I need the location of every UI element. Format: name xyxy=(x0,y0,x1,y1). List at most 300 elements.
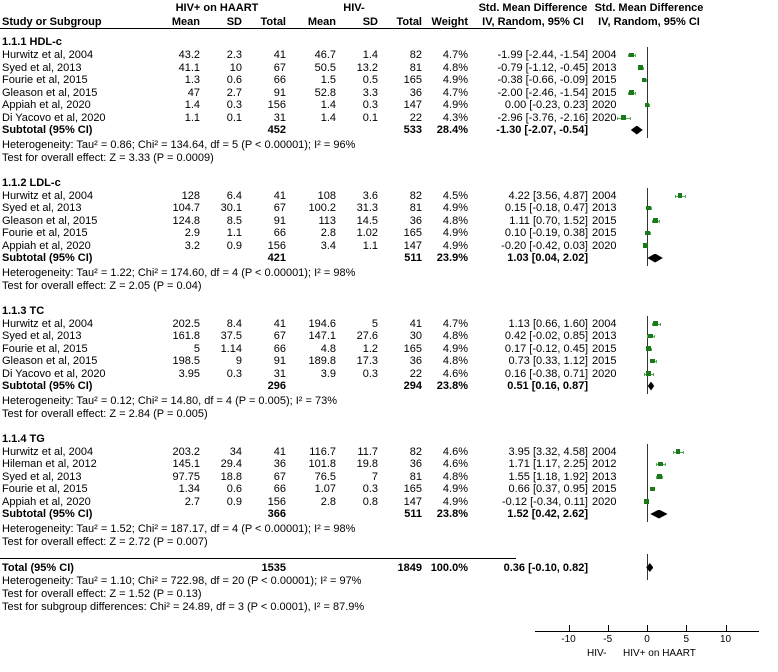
x-tick xyxy=(608,625,609,632)
cell-sd-haart: 0.3 xyxy=(226,99,242,111)
cell-mean-hivneg: 100.2 xyxy=(308,202,336,214)
cell-sd-hivneg: 5 xyxy=(371,317,378,330)
cell-total-hivneg: 36 xyxy=(409,86,422,99)
header-col-smd-sub: IV, Random, 95% CI xyxy=(482,16,584,28)
cell-mean-hivneg: 1.5 xyxy=(320,74,336,86)
cell-total-haart: 31 xyxy=(273,367,286,380)
cell-total-haart: 91 xyxy=(273,355,286,367)
subtotal-diamond xyxy=(650,510,667,519)
null-line-1.1.2 xyxy=(647,188,648,266)
table-row xyxy=(0,189,617,203)
cell-total-hivneg: 147 xyxy=(403,99,422,111)
cell-year: 2015 xyxy=(592,227,617,239)
cell-total-haart: 66 xyxy=(273,342,286,355)
cell-study-name: Appiah et al, 2020 xyxy=(2,495,91,508)
cell-subtotal-effect-ci: 1.03 [0.04, 2.02] xyxy=(507,252,588,264)
null-line-1.1.3 xyxy=(647,316,648,394)
cell-weight: 4.7% xyxy=(442,86,468,99)
effect-marker xyxy=(642,78,647,83)
cell-sd-haart: 6.4 xyxy=(226,189,242,202)
cell-effect-ci: -2.00 [-2.46, -1.54] xyxy=(497,86,588,99)
ci-cap xyxy=(656,463,657,466)
cell-effect-ci: 0.66 [0.37, 0.95] xyxy=(508,483,588,495)
cell-total-hivneg: 82 xyxy=(409,49,422,61)
cell-year: 2015 xyxy=(592,214,617,227)
cell-sd-hivneg: 1.1 xyxy=(362,239,378,252)
header-group2: HIV- xyxy=(343,2,365,14)
cell-total-hivneg: 81 xyxy=(409,61,422,74)
cell-study-name: Fourie et al, 2015 xyxy=(2,483,88,495)
cell-mean-haart: 1.3 xyxy=(184,74,200,86)
cell-weight: 4.9% xyxy=(442,495,468,508)
cell-sd-hivneg: 0.1 xyxy=(362,111,378,124)
effect-marker xyxy=(621,115,626,120)
x-tick-label: 10 xyxy=(719,634,732,645)
cell-subtotal-total-hivneg: 511 xyxy=(404,508,422,520)
header-col-total2: Total xyxy=(396,16,422,28)
cell-total-haart: 156 xyxy=(267,239,286,252)
cell-year: 2020 xyxy=(592,495,617,508)
cell-effect-ci: 1.55 [1.18, 1.92] xyxy=(508,470,588,483)
cell-mean-hivneg: 116.7 xyxy=(309,445,336,458)
cell-mean-haart: 161.8 xyxy=(172,330,200,342)
heterogeneity-1.1.4: Heterogeneity: Tau² = 1.52; Chi² = 187.17, df = 4 (P < 0.00001); I² = 98% xyxy=(2,522,356,535)
table-row xyxy=(0,470,617,484)
x-tick-label: 5 xyxy=(683,634,690,645)
cell-sd-haart: 29.4 xyxy=(220,458,242,470)
cell-study-name: Gleason et al, 2015 xyxy=(2,86,98,99)
ci-cap xyxy=(673,451,674,454)
cell-effect-ci: 0.16 [-0.38, 0.71] xyxy=(504,367,588,380)
cell-weight: 4.3% xyxy=(442,111,468,124)
cell-weight: 4.6% xyxy=(442,458,468,470)
table-row xyxy=(0,202,617,215)
cell-weight: 4.8% xyxy=(442,330,468,342)
cell-effect-ci: -0.12 [-0.34, 0.11] xyxy=(501,495,588,508)
subgroup-label-1.1.4: 1.1.4 TG xyxy=(2,432,45,445)
cell-sd-hivneg: 0.8 xyxy=(362,495,378,508)
plot-header-sub: IV, Random, 95% CI xyxy=(598,16,700,28)
cell-weight: 4.5% xyxy=(442,189,468,202)
cell-total-hivneg: 165 xyxy=(403,483,422,495)
cell-total-haart: 36 xyxy=(273,458,286,470)
cell-weight: 4.9% xyxy=(442,342,468,355)
cell-mean-haart: 97.75 xyxy=(172,470,200,483)
cell-total-hivneg: 36 xyxy=(409,214,422,227)
cell-effect-ci: 0.17 [-0.12, 0.45] xyxy=(504,342,588,355)
cell-total-effect-ci: 0.36 [-0.10, 0.82] xyxy=(503,561,588,574)
effect-marker xyxy=(646,206,651,211)
subgroup-differences: Test for subgroup differences: Chi² = 24.89, df = 3 (P < 0.0001), I² = 87.9% xyxy=(2,601,365,613)
cell-total-hivneg: 81 xyxy=(409,470,422,483)
effect-marker xyxy=(629,53,634,58)
cell-effect-ci: 0.10 [-0.19, 0.38] xyxy=(504,227,588,239)
cell-total-haart: 67 xyxy=(273,330,286,342)
subgroup-label-1.1.2: 1.1.2 LDL-c xyxy=(2,176,61,189)
table-row xyxy=(0,495,617,509)
ci-cap xyxy=(656,360,657,363)
cell-total-haart: 156 xyxy=(267,495,286,508)
cell-year: 2013 xyxy=(592,61,617,74)
cell-subtotal-total-hivneg: 533 xyxy=(403,124,422,136)
cell-mean-haart: 47 xyxy=(187,86,200,99)
cell-weight: 4.8% xyxy=(442,61,468,74)
ci-cap xyxy=(644,373,645,376)
cell-subtotal-label: Subtotal (95% CI) xyxy=(2,124,93,136)
cell-sd-hivneg: 7 xyxy=(371,470,378,483)
cell-total-hivneg: 22 xyxy=(409,367,422,380)
cell-total-haart: 66 xyxy=(273,227,286,239)
table-row xyxy=(0,227,617,240)
cell-sd-haart: 34 xyxy=(229,445,242,458)
subtotal-diamond xyxy=(648,382,654,391)
cell-mean-hivneg: 101.8 xyxy=(308,458,336,470)
cell-year: 2004 xyxy=(592,445,617,458)
effect-marker xyxy=(643,243,648,248)
cell-mean-hivneg: 3.9 xyxy=(320,367,336,380)
cell-effect-ci: 3.95 [3.32, 4.58] xyxy=(508,445,588,458)
header-col-mean2: Mean xyxy=(307,16,336,28)
table-row xyxy=(0,342,617,356)
subgroup-label-1.1.3: 1.1.3 TC xyxy=(2,304,45,317)
table-row xyxy=(0,330,617,343)
cell-sd-haart: 0.9 xyxy=(226,239,242,252)
cell-sd-hivneg: 3.6 xyxy=(362,189,378,202)
cell-year: 2004 xyxy=(592,317,617,330)
cell-sd-haart: 1.14 xyxy=(220,342,242,355)
cell-effect-ci: -1.99 [-2.44, -1.54] xyxy=(497,49,588,61)
cell-sd-haart: 8.5 xyxy=(226,214,242,227)
cell-mean-hivneg: 4.8 xyxy=(320,342,336,355)
cell-mean-hivneg: 1.4 xyxy=(320,111,336,124)
effect-marker xyxy=(638,65,643,70)
table-row xyxy=(0,355,617,368)
cell-year: 2004 xyxy=(592,49,617,61)
ci-cap xyxy=(659,220,660,223)
ci-cap xyxy=(675,195,676,198)
ci-cap xyxy=(665,463,666,466)
cell-effect-ci: 1.13 [0.66, 1.60] xyxy=(508,317,588,330)
ci-cap xyxy=(683,451,684,454)
cell-mean-haart: 198.5 xyxy=(172,355,200,367)
cell-mean-haart: 41.1 xyxy=(178,61,200,74)
cell-weight: 4.9% xyxy=(442,227,468,239)
cell-study-name: Gleason et al, 2015 xyxy=(2,355,98,367)
cell-study-name: Syed et al, 2013 xyxy=(2,330,82,342)
cell-total-label: Total (95% CI) xyxy=(2,561,74,574)
cell-total-haart: 67 xyxy=(273,470,286,483)
header-col-sd2: SD xyxy=(362,16,378,28)
cell-year: 2015 xyxy=(592,342,617,355)
total-rule xyxy=(0,558,516,559)
header-col-mean1: Mean xyxy=(171,16,200,28)
table-row xyxy=(0,367,617,381)
cell-study-name: Hurwitz et al, 2004 xyxy=(2,49,94,61)
cell-sd-hivneg: 1.02 xyxy=(356,227,378,239)
cell-year: 2004 xyxy=(592,189,617,202)
cell-sd-hivneg: 19.8 xyxy=(356,458,378,470)
cell-subtotal-effect-ci: -1.30 [-2.07, -0.54] xyxy=(496,124,588,136)
cell-total-haart: 67 xyxy=(273,202,286,214)
cell-sd-haart: 0.6 xyxy=(226,74,242,86)
cell-mean-hivneg: 2.8 xyxy=(320,495,336,508)
cell-sd-haart: 0.9 xyxy=(226,495,242,508)
effect-marker xyxy=(658,462,663,467)
cell-mean-hivneg: 3.4 xyxy=(320,239,336,252)
table-row xyxy=(0,445,617,459)
cell-mean-hivneg: 194.6 xyxy=(308,317,336,330)
subtotal-diamond xyxy=(647,254,663,263)
cell-mean-haart: 3.2 xyxy=(184,239,200,252)
header-col-sd1: SD xyxy=(226,16,242,28)
ci-cap xyxy=(660,323,661,326)
cell-year: 2020 xyxy=(592,367,617,380)
cell-total-hivneg: 165 xyxy=(403,74,422,86)
cell-total-hivneg: 36 xyxy=(409,355,422,367)
ci-cap xyxy=(685,195,686,198)
header-col-weight: Weight xyxy=(431,16,468,28)
cell-subtotal-total-hivneg: 511 xyxy=(404,252,422,264)
cell-year: 2020 xyxy=(592,111,617,124)
axis-label-left: HIV- xyxy=(587,648,607,659)
cell-weight: 4.7% xyxy=(442,317,468,330)
header-smd-title: Std. Mean Difference xyxy=(478,2,588,14)
subtotal-row xyxy=(0,380,588,393)
cell-study-name: Gleason et al, 2015 xyxy=(2,214,98,227)
cell-sd-hivneg: 1.4 xyxy=(362,49,378,61)
cell-study-name: Syed et al, 2013 xyxy=(2,470,82,483)
cell-sd-hivneg: 31.3 xyxy=(356,202,378,214)
cell-weight: 4.8% xyxy=(442,214,468,227)
ci-cap xyxy=(654,335,655,338)
heterogeneity-1.1.1: Heterogeneity: Tau² = 0.86; Chi² = 134.64, df = 5 (P < 0.00001); I² = 96% xyxy=(2,138,356,151)
plot-header-title: Std. Mean Difference xyxy=(594,2,704,14)
effect-marker xyxy=(646,371,651,376)
cell-sd-haart: 0.6 xyxy=(226,483,242,495)
ci-cap xyxy=(662,476,663,479)
cell-total-haart: 66 xyxy=(273,483,286,495)
cell-year: 2012 xyxy=(592,458,617,470)
cell-subtotal-label: Subtotal (95% CI) xyxy=(2,252,93,264)
effect-marker xyxy=(650,359,655,364)
ci-cap xyxy=(630,117,631,120)
cell-total-haart: 41 xyxy=(273,49,286,61)
overall-effect-1.1.3: Test for overall effect: Z = 2.84 (P = 0.005) xyxy=(2,407,208,420)
cell-sd-hivneg: 0.3 xyxy=(362,483,378,495)
cell-study-name: Di Yacovo et al, 2020 xyxy=(2,111,106,124)
cell-total-total-haart: 1535 xyxy=(261,561,286,574)
cell-total-haart: 41 xyxy=(273,445,286,458)
ci-cap xyxy=(643,67,644,70)
cell-sd-haart: 18.8 xyxy=(220,470,242,483)
cell-study-name: Hurwitz et al, 2004 xyxy=(2,317,94,330)
effect-marker xyxy=(646,346,651,351)
cell-total-hivneg: 147 xyxy=(403,239,422,252)
x-tick xyxy=(726,625,727,632)
cell-weight: 4.9% xyxy=(442,483,468,495)
x-tick-label: 0 xyxy=(644,634,650,645)
cell-mean-haart: 3.95 xyxy=(178,367,200,380)
cell-sd-hivneg: 3.3 xyxy=(362,86,378,99)
cell-year: 2013 xyxy=(592,202,617,214)
cell-total-haart: 91 xyxy=(273,86,286,99)
cell-sd-hivneg: 0.3 xyxy=(362,367,378,380)
cell-sd-hivneg: 17.3 xyxy=(356,355,378,367)
subtotal-row xyxy=(0,124,588,137)
cell-year: 2015 xyxy=(592,86,617,99)
cell-sd-hivneg: 1.2 xyxy=(362,342,378,355)
ci-cap xyxy=(651,207,652,210)
table-row xyxy=(0,239,617,253)
cell-subtotal-total-haart: 366 xyxy=(267,508,286,520)
cell-sd-hivneg: 0.3 xyxy=(362,99,378,111)
table-row xyxy=(0,317,617,331)
null-line-1.1.1 xyxy=(647,47,648,138)
cell-weight: 4.7% xyxy=(442,49,468,61)
cell-total-haart: 66 xyxy=(273,74,286,86)
x-tick xyxy=(686,625,687,632)
cell-mean-haart: 1.1 xyxy=(184,111,200,124)
cell-mean-hivneg: 76.5 xyxy=(314,470,336,483)
cell-mean-haart: 203.2 xyxy=(172,445,200,458)
cell-mean-haart: 2.7 xyxy=(184,495,200,508)
cell-mean-haart: 5 xyxy=(193,342,200,355)
cell-study-name: Fourie et al, 2015 xyxy=(2,227,88,239)
cell-total-hivneg: 165 xyxy=(403,227,422,239)
cell-effect-ci: 0.00 [-0.23, 0.23] xyxy=(504,99,588,111)
cell-effect-ci: -0.79 [-1.12, -0.45] xyxy=(497,61,588,74)
cell-sd-hivneg: 14.5 xyxy=(356,214,378,227)
effect-marker xyxy=(629,90,634,95)
x-tick xyxy=(647,625,648,632)
overall-effect-1.1.4: Test for overall effect: Z = 2.72 (P = 0.007) xyxy=(2,535,208,548)
cell-subtotal-weight: 23.9% xyxy=(436,252,468,264)
cell-mean-hivneg: 108 xyxy=(317,189,336,202)
table-row xyxy=(0,99,617,112)
overall-effect-1.1.2: Test for overall effect: Z = 2.05 (P = 0.04) xyxy=(2,279,202,292)
cell-sd-hivneg: 0.5 xyxy=(362,74,378,86)
effect-marker xyxy=(657,474,662,479)
cell-effect-ci: 1.11 [0.70, 1.52] xyxy=(509,214,588,227)
cell-subtotal-total-haart: 421 xyxy=(267,252,286,264)
cell-total-hivneg: 36 xyxy=(409,458,422,470)
heterogeneity-1.1.3: Heterogeneity: Tau² = 0.12; Chi² = 14.80, df = 4 (P = 0.005); I² = 73% xyxy=(2,394,337,407)
cell-year: 2015 xyxy=(592,74,617,86)
cell-subtotal-weight: 28.4% xyxy=(436,124,468,136)
cell-study-name: Hurwitz et al, 2004 xyxy=(2,445,94,458)
cell-total-hivneg: 22 xyxy=(409,111,422,124)
cell-subtotal-label: Subtotal (95% CI) xyxy=(2,380,93,392)
cell-subtotal-total-hivneg: 294 xyxy=(403,380,422,392)
cell-year: 2020 xyxy=(592,239,617,252)
cell-sd-haart: 0.3 xyxy=(226,367,242,380)
cell-total-hivneg: 82 xyxy=(409,445,422,458)
cell-subtotal-total-haart: 452 xyxy=(267,124,286,136)
cell-mean-haart: 1.34 xyxy=(178,483,200,495)
cell-mean-hivneg: 46.7 xyxy=(314,49,336,61)
cell-mean-haart: 202.5 xyxy=(172,317,200,330)
cell-weight: 4.6% xyxy=(442,367,468,380)
cell-sd-haart: 2.7 xyxy=(226,86,242,99)
cell-mean-haart: 145.1 xyxy=(172,458,200,470)
cell-year: 2013 xyxy=(592,330,617,342)
cell-effect-ci: -0.20 [-0.42, 0.03] xyxy=(501,239,588,252)
cell-mean-haart: 124.8 xyxy=(172,214,200,227)
cell-total-hivneg: 147 xyxy=(403,495,422,508)
effect-marker xyxy=(645,103,650,108)
cell-total-haart: 31 xyxy=(273,111,286,124)
cell-weight: 4.9% xyxy=(442,99,468,111)
overall-effect-total: Test for overall effect: Z = 1.52 (P = 0.13) xyxy=(2,588,202,600)
cell-effect-ci: -0.38 [-0.66, -0.09] xyxy=(497,74,588,86)
total-row xyxy=(0,561,588,575)
cell-effect-ci: 1.71 [1.17, 2.25] xyxy=(508,458,588,470)
cell-total-hivneg: 82 xyxy=(409,189,422,202)
cell-mean-hivneg: 113 xyxy=(318,214,336,227)
cell-study-name: Appiah et al, 2020 xyxy=(2,99,91,111)
heterogeneity-total: Heterogeneity: Tau² = 1.10; Chi² = 722.98, df = 20 (P < 0.00001); I² = 97% xyxy=(2,575,362,587)
cell-weight: 4.8% xyxy=(442,355,468,367)
effect-marker xyxy=(676,449,681,454)
cell-study-name: Syed et al, 2013 xyxy=(2,61,82,74)
cell-weight: 4.9% xyxy=(442,202,468,214)
axis-label-right: HIV+ on HAART xyxy=(623,648,696,659)
subtotal-row xyxy=(0,252,588,265)
ci-cap xyxy=(635,54,636,57)
cell-sd-hivneg: 27.6 xyxy=(356,330,378,342)
subtotal-diamond xyxy=(631,126,643,135)
cell-mean-haart: 128 xyxy=(181,189,200,202)
header-col-study: Study or Subgroup xyxy=(2,16,102,28)
ci-cap xyxy=(635,92,636,95)
cell-mean-hivneg: 1.4 xyxy=(320,99,336,111)
cell-sd-haart: 8.4 xyxy=(226,317,242,330)
cell-sd-haart: 37.5 xyxy=(220,330,242,342)
cell-weight: 4.9% xyxy=(442,239,468,252)
table-row xyxy=(0,49,617,62)
table-row xyxy=(0,86,617,100)
null-line-1.1.4 xyxy=(647,444,648,522)
header-col-total1: Total xyxy=(260,16,286,28)
cell-subtotal-label: Subtotal (95% CI) xyxy=(2,508,93,520)
cell-sd-haart: 1.1 xyxy=(226,227,242,239)
effect-marker xyxy=(644,499,649,504)
table-row xyxy=(0,111,617,125)
cell-mean-hivneg: 189.8 xyxy=(308,355,336,367)
cell-mean-hivneg: 1.07 xyxy=(314,483,336,495)
cell-mean-haart: 1.4 xyxy=(184,99,200,111)
effect-marker xyxy=(653,321,658,326)
effect-marker xyxy=(678,193,683,198)
cell-mean-hivneg: 147.1 xyxy=(308,330,336,342)
cell-year: 2013 xyxy=(592,470,617,483)
cell-mean-haart: 43.2 xyxy=(178,49,200,61)
cell-mean-haart: 104.7 xyxy=(172,202,200,214)
x-tick-label: -5 xyxy=(603,634,613,645)
cell-effect-ci: 0.42 [-0.02, 0.85] xyxy=(504,330,588,342)
effect-marker xyxy=(648,334,653,339)
cell-sd-haart: 30.1 xyxy=(220,202,242,214)
cell-total-hivneg: 81 xyxy=(409,202,422,214)
cell-study-name: Hurwitz et al, 2004 xyxy=(2,189,94,202)
cell-total-hivneg: 165 xyxy=(403,342,422,355)
header-rule xyxy=(0,28,516,29)
overall-effect-1.1.1: Test for overall effect: Z = 3.33 (P = 0.0009) xyxy=(2,151,214,164)
table-row xyxy=(0,61,617,75)
cell-total-weight: 100.0% xyxy=(430,561,468,574)
cell-study-name: Appiah et al, 2020 xyxy=(2,239,91,252)
cell-total-haart: 91 xyxy=(273,214,286,227)
